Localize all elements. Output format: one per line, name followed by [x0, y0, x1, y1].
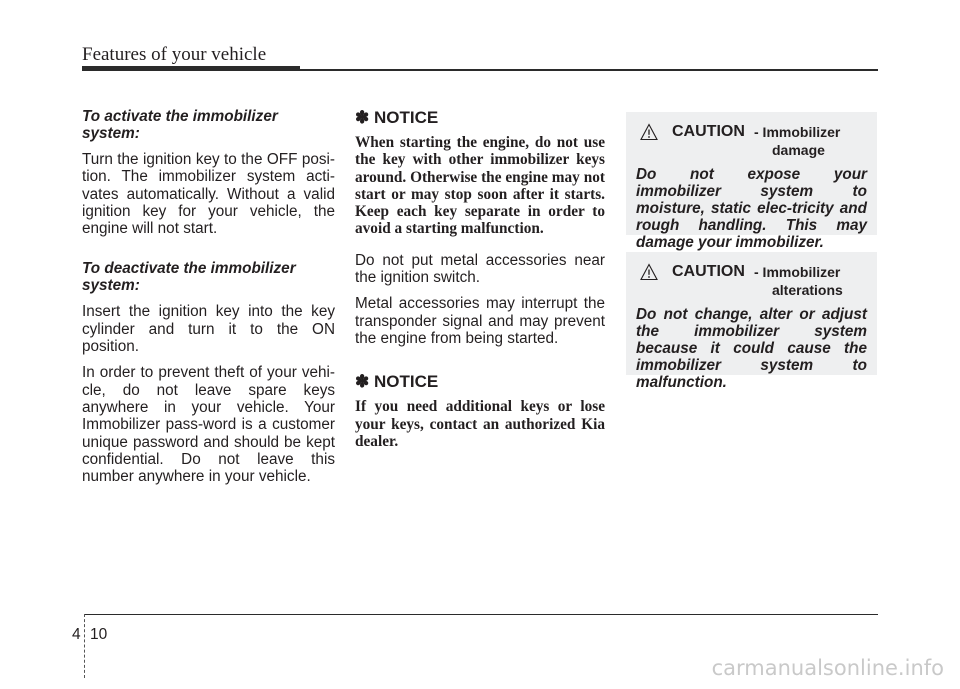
notice-2-text: If you need additional keys or lose your keys, contact an authorized Kia dealer. — [355, 398, 605, 450]
activate-text: Turn the ignition key to the OFF posi-tion. The immobilizer system acti-vates automatically. Without a valid ignition key for your vehicle, the engine will not start. — [82, 151, 335, 238]
caution-subtitle-line2: alterations — [772, 282, 843, 298]
caution-subtitle-line1: - Immobilizer — [754, 264, 841, 280]
warning-triangle-icon — [640, 123, 658, 141]
notice-1-text: When starting the engine, do not use the key with other immobilizer keys around. Otherwise the engine may not start or may stop soon after it starts. Keep each key separate in order to avoid a starting malfunction. — [355, 134, 605, 238]
caution-subtitle — [754, 263, 874, 299]
header-rule-thin — [300, 69, 878, 71]
caution-box-damage — [626, 112, 877, 251]
caution-header — [636, 262, 867, 300]
footer-rule — [84, 614, 878, 615]
caution-subtitle — [754, 123, 874, 159]
notice-1-label: NOTICE — [373, 108, 439, 127]
caution-label: CAUTION — [672, 263, 745, 280]
notice-1-heading — [355, 108, 605, 128]
caution-box-alterations — [626, 252, 877, 391]
caution-text: Do not expose your immobilizer system to moisture, static elec-tricity and rough handling. This may damage your immobilizer. — [636, 166, 867, 251]
metal-accessories-para-1: Do not put metal accessories near the ignition switch. — [355, 251, 605, 287]
caution-subtitle-line1: - Immobilizer — [754, 124, 841, 140]
footer-divider — [84, 614, 85, 678]
metal-accessories-para-2: Metal accessories may interrupt the transponder signal and may prevent the engine from being started. — [355, 295, 605, 347]
notice-2-heading — [355, 372, 605, 392]
deactivate-text-1: Insert the ignition key into the key cylinder and turn it to the ON position. — [82, 303, 335, 356]
deactivate-heading: To deactivate the immobilizer system: — [82, 260, 296, 295]
footer-page-number: 10 — [90, 626, 108, 643]
notice-star-icon: ✽ — [355, 108, 370, 127]
caution-subtitle-line2: damage — [772, 142, 825, 158]
warning-triangle-icon — [640, 263, 658, 281]
watermark: carmanualsonline.info — [711, 656, 944, 680]
notice-star-icon: ✽ — [355, 372, 370, 392]
caution-label: CAUTION — [672, 123, 745, 140]
header-rule-thick — [82, 66, 300, 71]
activate-heading: To activate the immobilizer system: — [82, 108, 278, 142]
left-column — [82, 108, 335, 494]
deactivate-text-2: In order to prevent theft of your vehi-cle, do not leave spare keys anywhere in your vehicle. Your Immobilizer pass-word is a customer unique password and should be kept confidential. Do not leave this number anywhere in your vehicle. — [82, 364, 335, 486]
caution-text: Do not change, alter or adjust the immobilizer system because it could cause the immobilizer system to malfunction. — [636, 306, 867, 391]
middle-column — [355, 108, 605, 464]
right-column — [626, 108, 877, 391]
page-header-title: Features of your vehicle — [82, 44, 267, 65]
caution-header — [636, 122, 867, 160]
footer-section-number: 4 — [72, 626, 81, 643]
notice-2-label: NOTICE — [373, 372, 439, 392]
